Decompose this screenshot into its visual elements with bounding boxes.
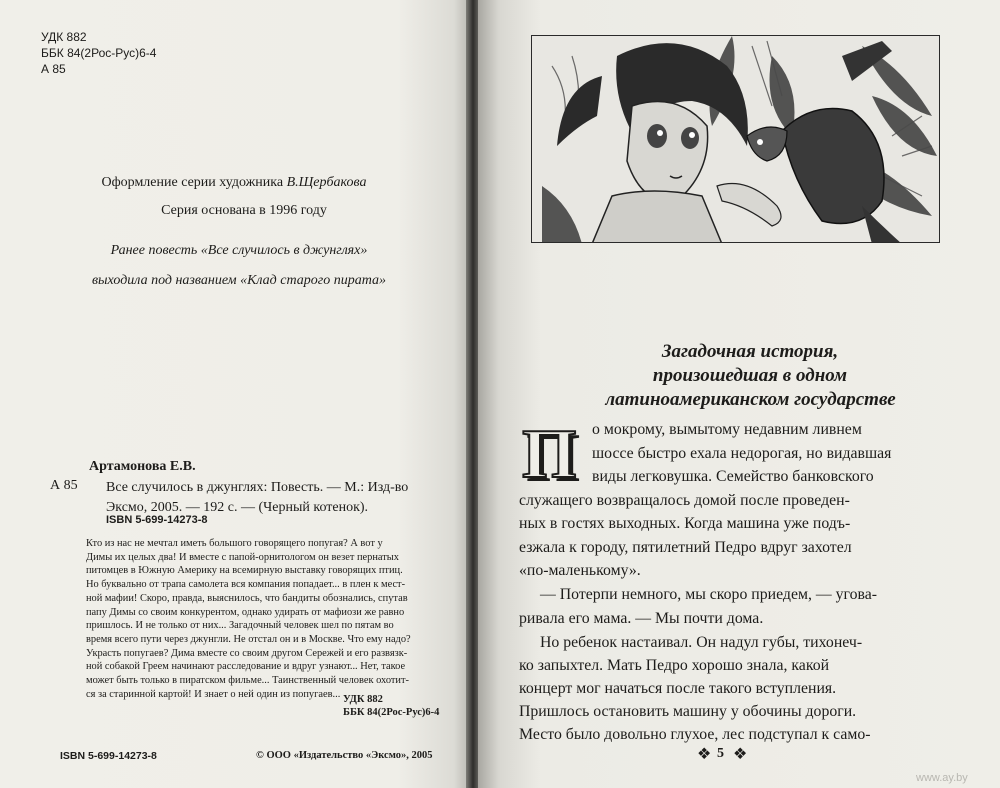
series-founded: Серия основана в 1996 году [161, 203, 327, 218]
body-line: ко запыхтел. Мать Педро хорошо знала, какой [519, 657, 830, 674]
annotation [86, 537, 431, 701]
series-design [0, 175, 468, 191]
udk-bottom [343, 693, 439, 719]
page-ornament-right-icon: ❖ [733, 746, 748, 763]
body-line: ных в гостях выходных. Когда машина уже подъ- [519, 515, 851, 532]
annotation-line: Димы их целых два! И вместе с папой-орнитологом он везет пернатых [86, 551, 399, 563]
annotation-line: Но буквально от трапа самолета вся компания попадает... в плен к мест- [86, 579, 406, 591]
copyright: © ООО «Издательство «Эксмо», 2005 [256, 750, 433, 761]
body-line: езжала к городу, пятилетний Педро вдруг захотел [519, 539, 852, 556]
annotation-line: Кто из нас не мечтал иметь большого говорящего попугая? А вот у [86, 538, 383, 549]
bbk-code-bottom: ББК 84(2Рос-Рус)6-4 [343, 707, 440, 718]
watermark: www.ay.by [916, 772, 968, 784]
bbk-code: ББК 84(2Рос-Рус)6-4 [41, 46, 157, 60]
body-line: шоссе быстро ехала недорогая, но видавшая [592, 445, 892, 462]
isbn: ISBN 5-699-14273-8 [106, 514, 208, 526]
body-line: «по-маленькому». [519, 562, 641, 579]
annotation-line: ной мафии! Скоро, правда, выяснилось, что бандиты обознались, спутав [86, 592, 408, 604]
body-line: концерт мог начаться после такого вступления. [519, 680, 837, 697]
bibliographic-entry: Все случилось в джунглях: Повесть. — М.: Изд-во Эксмо, 2005. — 192 с. — (Черный котенок). [106, 480, 409, 515]
author-name: Артамонова Е.В. [89, 459, 196, 474]
annotation-line: ся за старинной картой! И знает о ней один из попугаев... [86, 688, 341, 700]
body-line: Пришлось остановить машину у обочины дороги. [519, 703, 857, 720]
body-line: Место было довольно глухое, лес подступал к само- [519, 726, 871, 743]
body-line: о мокрому, вымытому недавним ливнем [592, 421, 862, 438]
annotation-line: может быть только в пиратском фильме... Таинственный человек охотит- [86, 675, 409, 687]
body-line: Но ребенок настаивал. Он надул губы, тихонеч- [540, 634, 863, 651]
annotation-line: Украсть попугаев? Дима вместе со своим другом Сережей и его развязк- [86, 647, 408, 659]
chapter-title-line-2: произошедшая в одном [652, 365, 848, 386]
body-line: виды легковушка. Семейство банковского [592, 468, 874, 485]
annotation-line: пришлось. И не только от них... Загадочный человек шел по пятам во [86, 620, 394, 632]
udk-code-bottom: УДК 882 [343, 694, 383, 705]
body-line: — Потерпи немного, мы скоро приедем, — угова- [540, 586, 878, 603]
page-number: 5 [717, 746, 724, 761]
isbn-bottom: ISBN 5-699-14273-8 [60, 750, 157, 762]
body-line: служащего возвращалось домой после проведен- [519, 492, 850, 509]
note-line-1: Ранее повесть «Все случилось в джунглях» [110, 243, 368, 258]
chapter-title-line-3: латиноамериканском государстве [605, 389, 896, 410]
girl-with-parrot-illustration [531, 35, 940, 243]
udk-top [41, 29, 156, 77]
index-code: А 85 [50, 478, 78, 493]
udk-code: УДК 882 [41, 30, 87, 44]
annotation-line: ной собакой Греем начинают расследование и вдруг узнают... Нет, такое [86, 661, 406, 673]
body-line: ривала его мама. — Мы почти дома. [519, 610, 764, 627]
annotation-line: папу Димы со своим конкурентом, однако удирать от мафиози же равно [86, 606, 405, 618]
note-line-2: выходила под названием «Клад старого пирата» [91, 273, 387, 288]
annotation-line: питомцев в Южную Америку на всемирную выставку говорящих птиц. [86, 565, 403, 577]
left-page [0, 0, 468, 788]
series-design-prefix: Оформление серии художника [101, 175, 284, 190]
page-ornament-left-icon: ❖ [697, 746, 712, 763]
series-design-artist: В.Щербакова [286, 175, 367, 190]
drop-cap: П [522, 416, 577, 493]
author-mark: А 85 [41, 62, 66, 76]
annotation-line: время всего пути через джунгли. Не отстал он и в Москве. Что ему надо? [86, 633, 411, 645]
chapter-title-line-1: Загадочная история, [661, 341, 839, 362]
